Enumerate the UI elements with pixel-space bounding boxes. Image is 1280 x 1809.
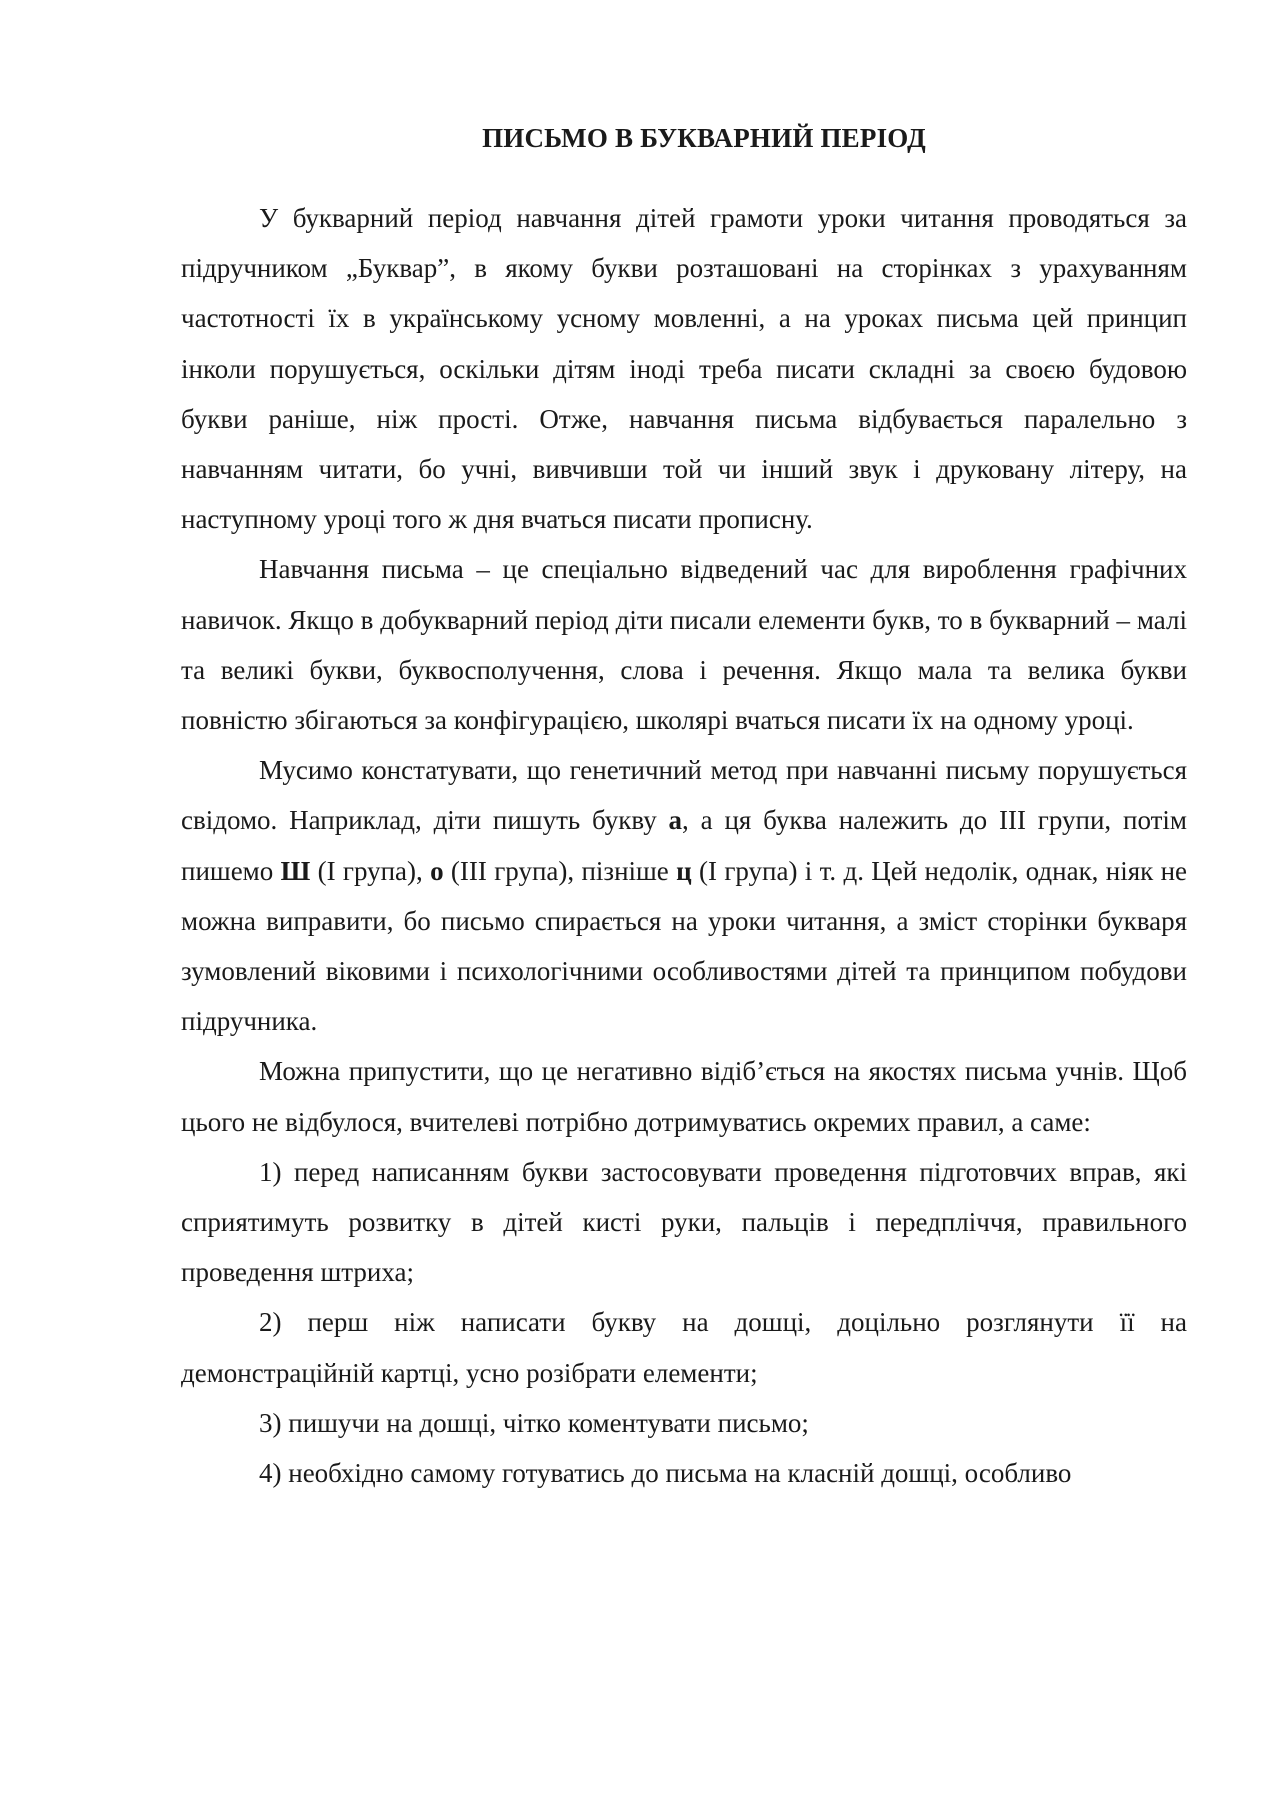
paragraph-2: Навчання письма – це спеціально відведений час для вироблення графічних навичок. Якщо в добукварний період діти писали елементи букв, то в букварний – малі та великі букви, буквосполучення, слова і речення. Якщо мала та велика букви повністю збігаються за конфігурацією, школярі вчаться писати їх на одному уроці. bbox=[181, 554, 1187, 736]
rule-item-3: 3) пишучи на дошці, чітко коментувати письмо; bbox=[259, 1407, 809, 1438]
rule-item-2: 2) перш ніж написати букву на дошці, доцільно розглянути її на демонстраційній картці, усно розібрати елементи; bbox=[181, 1307, 1187, 1388]
paragraph-1: У букварний період навчання дітей грамоти уроки читання проводяться за підручником „Буквар”, в якому букви розташовані на сторінках з урахуванням частотності їх в українському усному мовленні, а на уроках письма цей принцип інколи порушується, оскільки дітям іноді треба писати складні за своєю будовою букви раніше, ніж прості. Отже, навчання письма відбувається паралельно з навчанням читати, бо учні, вивчивши той чи інший звук і друковану літеру, на наступному уроці того ж дня вчаться писати прописну. bbox=[181, 203, 1187, 535]
paragraph-3-text-5: (І група) і т. д. Цей недолік, однак, ніяк не можна виправити, бо письмо спирається на уроки читання, а зміст сторінки букваря зумовлений віковими і психологічними особливостями дітей та принципом побудови підручника. bbox=[181, 855, 1188, 1037]
bold-letter-ts: ц bbox=[676, 855, 692, 886]
rule-item-4: 4) необхідно самому готуватись до письма на класній дошці, особливо bbox=[259, 1458, 1072, 1489]
rule-item-1: 1) перед написанням букви застосовувати проведення підготовчих вправ, які сприятимуть розвитку в дітей кисті руки, пальців і передпліччя, правильного проведення штриха; bbox=[181, 1156, 1187, 1288]
bold-letter-a: а bbox=[668, 805, 683, 836]
paragraph-3-text-1: Мусимо констатувати, що генетичний метод при навчанні письму порушується свідомо. Наприклад, діти пишуть букву bbox=[181, 755, 1187, 836]
paragraph-4: Можна припустити, що це негативно відіб’ється на якостях письма учнів. Щоб цього не відбулося, вчителеві потрібно дотримуватись окремих правил, а саме: bbox=[181, 1056, 1187, 1137]
bold-letter-o: о bbox=[430, 855, 444, 886]
paragraph-3-text-2: , а ця буква належить до ІІІ групи, потім пишемо bbox=[181, 805, 1187, 886]
paragraph-3-text-4: (ІІІ група), пізніше bbox=[443, 855, 677, 886]
bold-letter-sh: Ш bbox=[280, 855, 311, 886]
paragraph-3 bbox=[181, 745, 1187, 1046]
paragraph-3-text-3: (І група), bbox=[310, 855, 431, 886]
document-title: ПИСЬМО В БУКВАРНИЙ ПЕРІОД bbox=[482, 123, 926, 153]
document-page bbox=[181, 118, 1187, 1498]
